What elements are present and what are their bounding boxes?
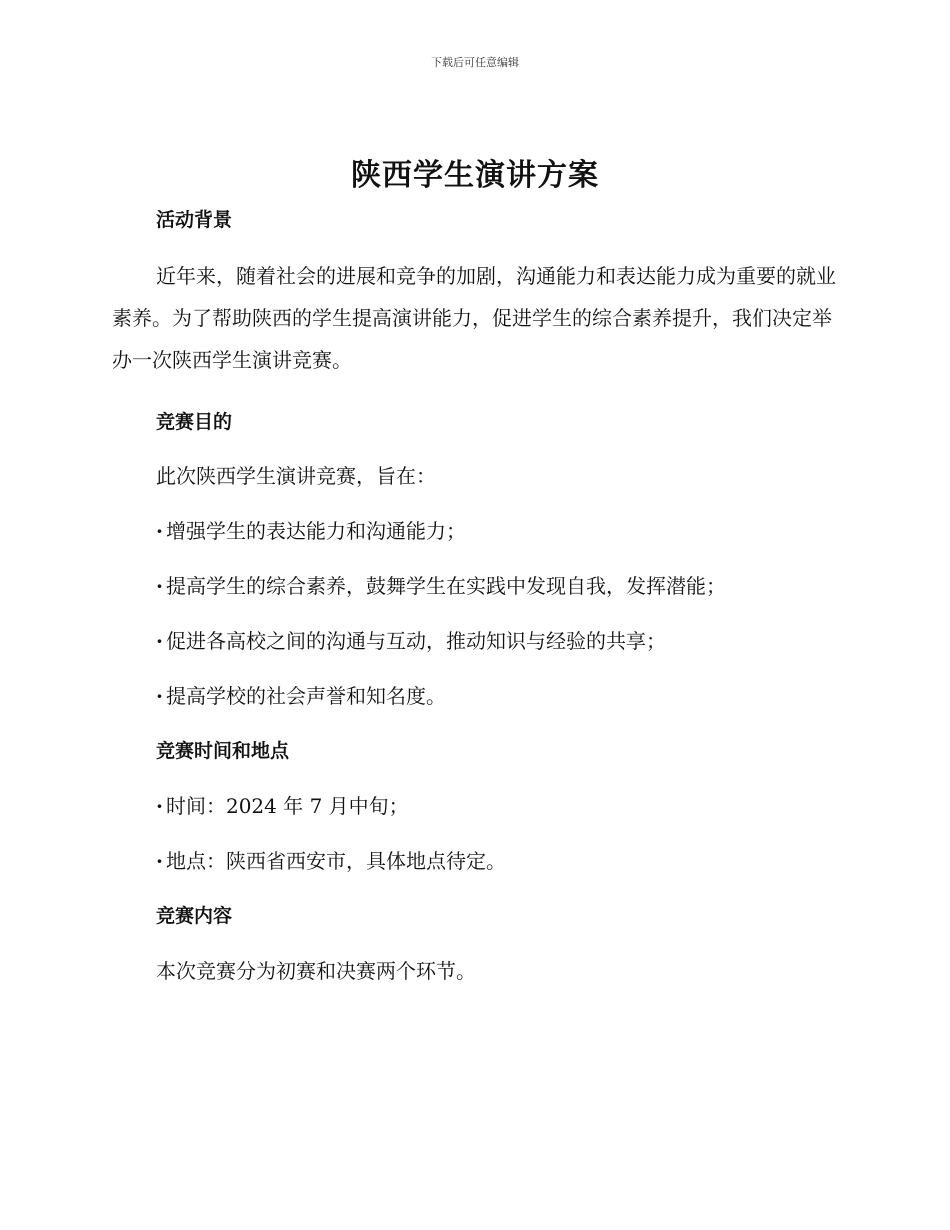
bullet-icon: ·	[156, 629, 163, 653]
list-item-text: 时间：2024 年 7 月中旬；	[165, 794, 409, 818]
list-item	[156, 681, 836, 711]
section-heading-time-place: 竞赛时间和地点	[156, 740, 290, 762]
purpose-intro: 此次陕西学生演讲竞赛，旨在：	[156, 464, 436, 488]
list-item	[156, 846, 836, 876]
document-title: 陕西学生演讲方案	[351, 158, 599, 193]
bullet-icon: ·	[156, 849, 163, 873]
list-item	[156, 571, 836, 601]
page-header-note: 下载后可任意编辑	[431, 56, 519, 69]
bullet-icon: ·	[156, 519, 163, 543]
section-time-place	[112, 736, 836, 876]
background-paragraph: 近年来，随着社会的进展和竞争的加剧，沟通能力和表达能力成为重要的就业素养。为了帮助陕西的学生提高演讲能力，促进学生的综合素养提升，我们决定举办一次陕西学生演讲竞赛。	[112, 264, 836, 372]
list-item-text: 提高学校的社会声誉和知名度。	[165, 684, 446, 708]
section-heading-purpose: 竞赛目的	[156, 411, 233, 433]
content-text: 本次竞赛分为初赛和决赛两个环节。	[156, 959, 476, 983]
section-heading-background: 活动背景	[156, 209, 233, 231]
section-background	[112, 205, 836, 381]
bullet-icon: ·	[156, 684, 163, 708]
list-item	[156, 791, 836, 821]
bullet-icon: ·	[156, 574, 163, 598]
list-item-text: 提高学生的综合素养，鼓舞学生在实践中发现自我，发挥潜能；	[165, 574, 726, 598]
bullet-icon: ·	[156, 794, 163, 818]
section-purpose	[112, 407, 836, 711]
list-item-text: 促进各高校之间的沟通与互动，推动知识与经验的共享；	[165, 629, 666, 653]
list-item	[156, 516, 836, 546]
section-content	[112, 901, 836, 986]
list-item	[156, 626, 836, 656]
list-item-text: 地点：陕西省西安市，具体地点待定。	[165, 849, 506, 873]
document-body	[112, 205, 836, 986]
section-heading-content: 竞赛内容	[156, 905, 233, 927]
list-item-text: 增强学生的表达能力和沟通能力；	[165, 519, 466, 543]
